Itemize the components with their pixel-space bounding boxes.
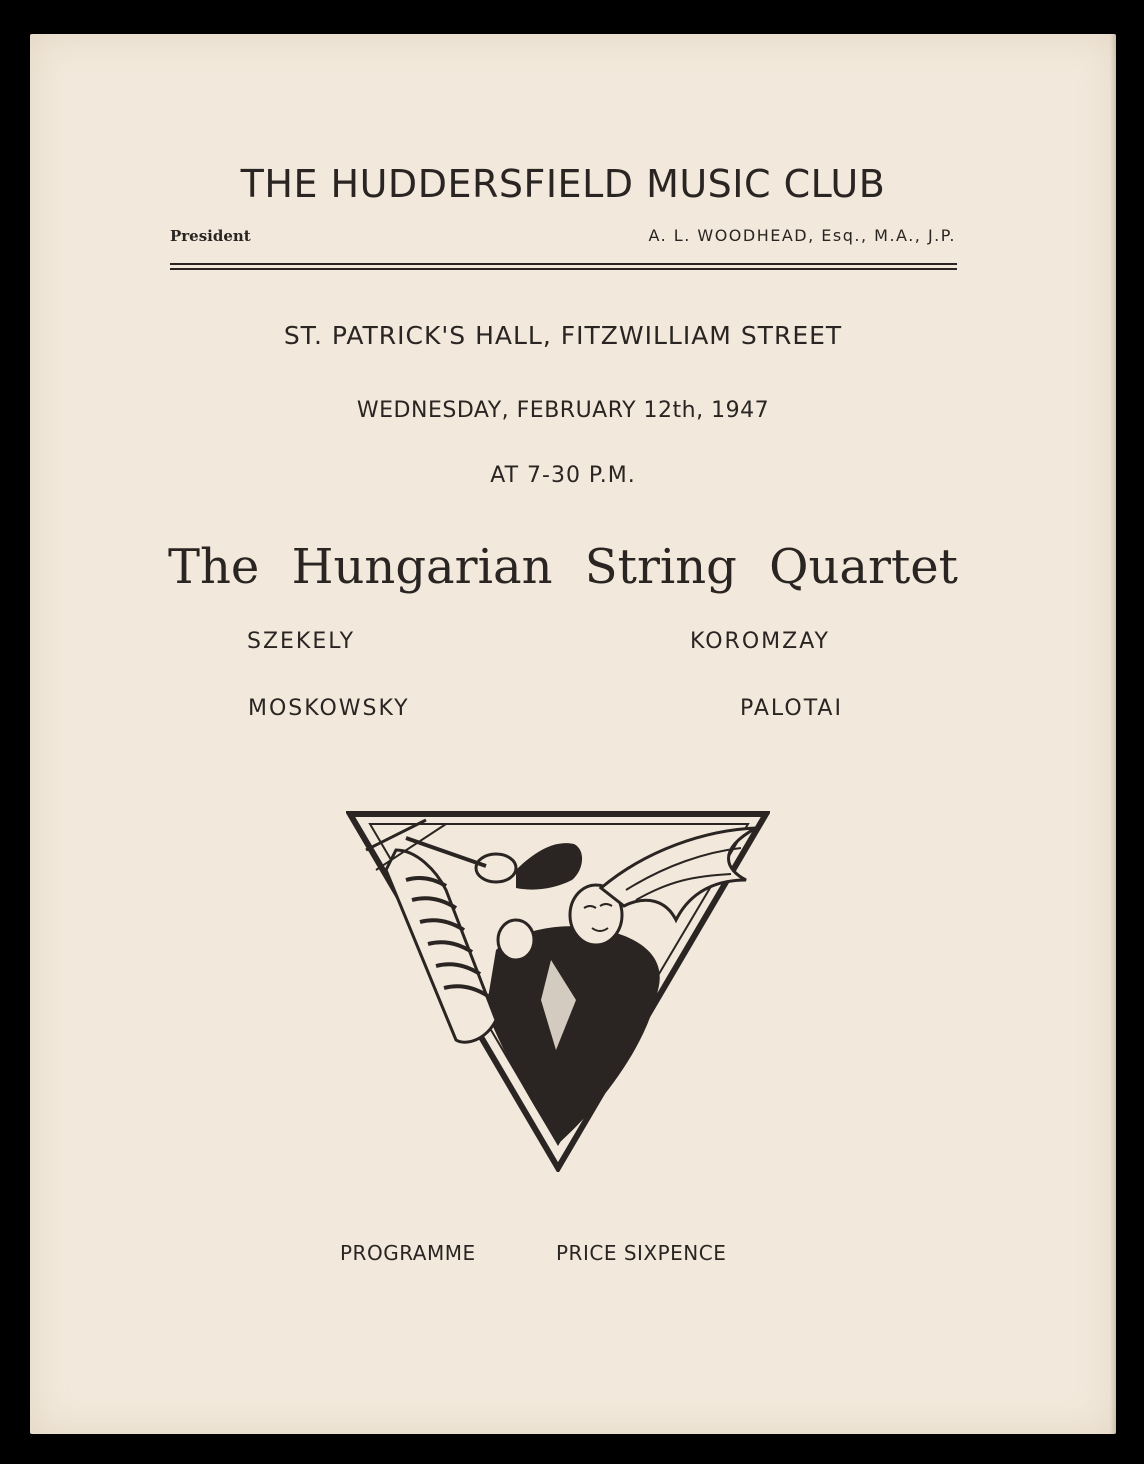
conductor-woodcut-triangle-icon xyxy=(346,810,770,1172)
president-name: A. L. WOODHEAD, Esq., M.A., J.P. xyxy=(648,226,956,245)
ensemble-name xyxy=(168,539,958,595)
member-name: KOROMZAY xyxy=(690,629,830,654)
member-name: PALOTAI xyxy=(740,696,843,721)
club-title: THE HUDDERSFIELD MUSIC CLUB xyxy=(240,162,886,206)
date-line: WEDNESDAY, FEBRUARY 12th, 1947 xyxy=(356,398,770,423)
ensemble-word: The xyxy=(168,539,260,595)
programme-page xyxy=(30,34,1116,1434)
member-name: MOSKOWSKY xyxy=(248,696,410,721)
programme-label: PROGRAMME xyxy=(340,1241,476,1265)
member-name: SZEKELY xyxy=(247,629,356,654)
venue-line: ST. PATRICK'S HALL, FITZWILLIAM STREET xyxy=(283,321,843,350)
ensemble-word: Hungarian xyxy=(291,539,553,595)
president-label: President xyxy=(170,227,251,245)
ensemble-word: Quartet xyxy=(769,539,958,595)
header-rule-top xyxy=(170,263,957,265)
time-line: AT 7-30 P.M. xyxy=(490,463,636,488)
ensemble-word: String xyxy=(584,539,737,595)
price-label: PRICE SIXPENCE xyxy=(556,1241,727,1265)
header-rule-bottom xyxy=(170,268,957,270)
